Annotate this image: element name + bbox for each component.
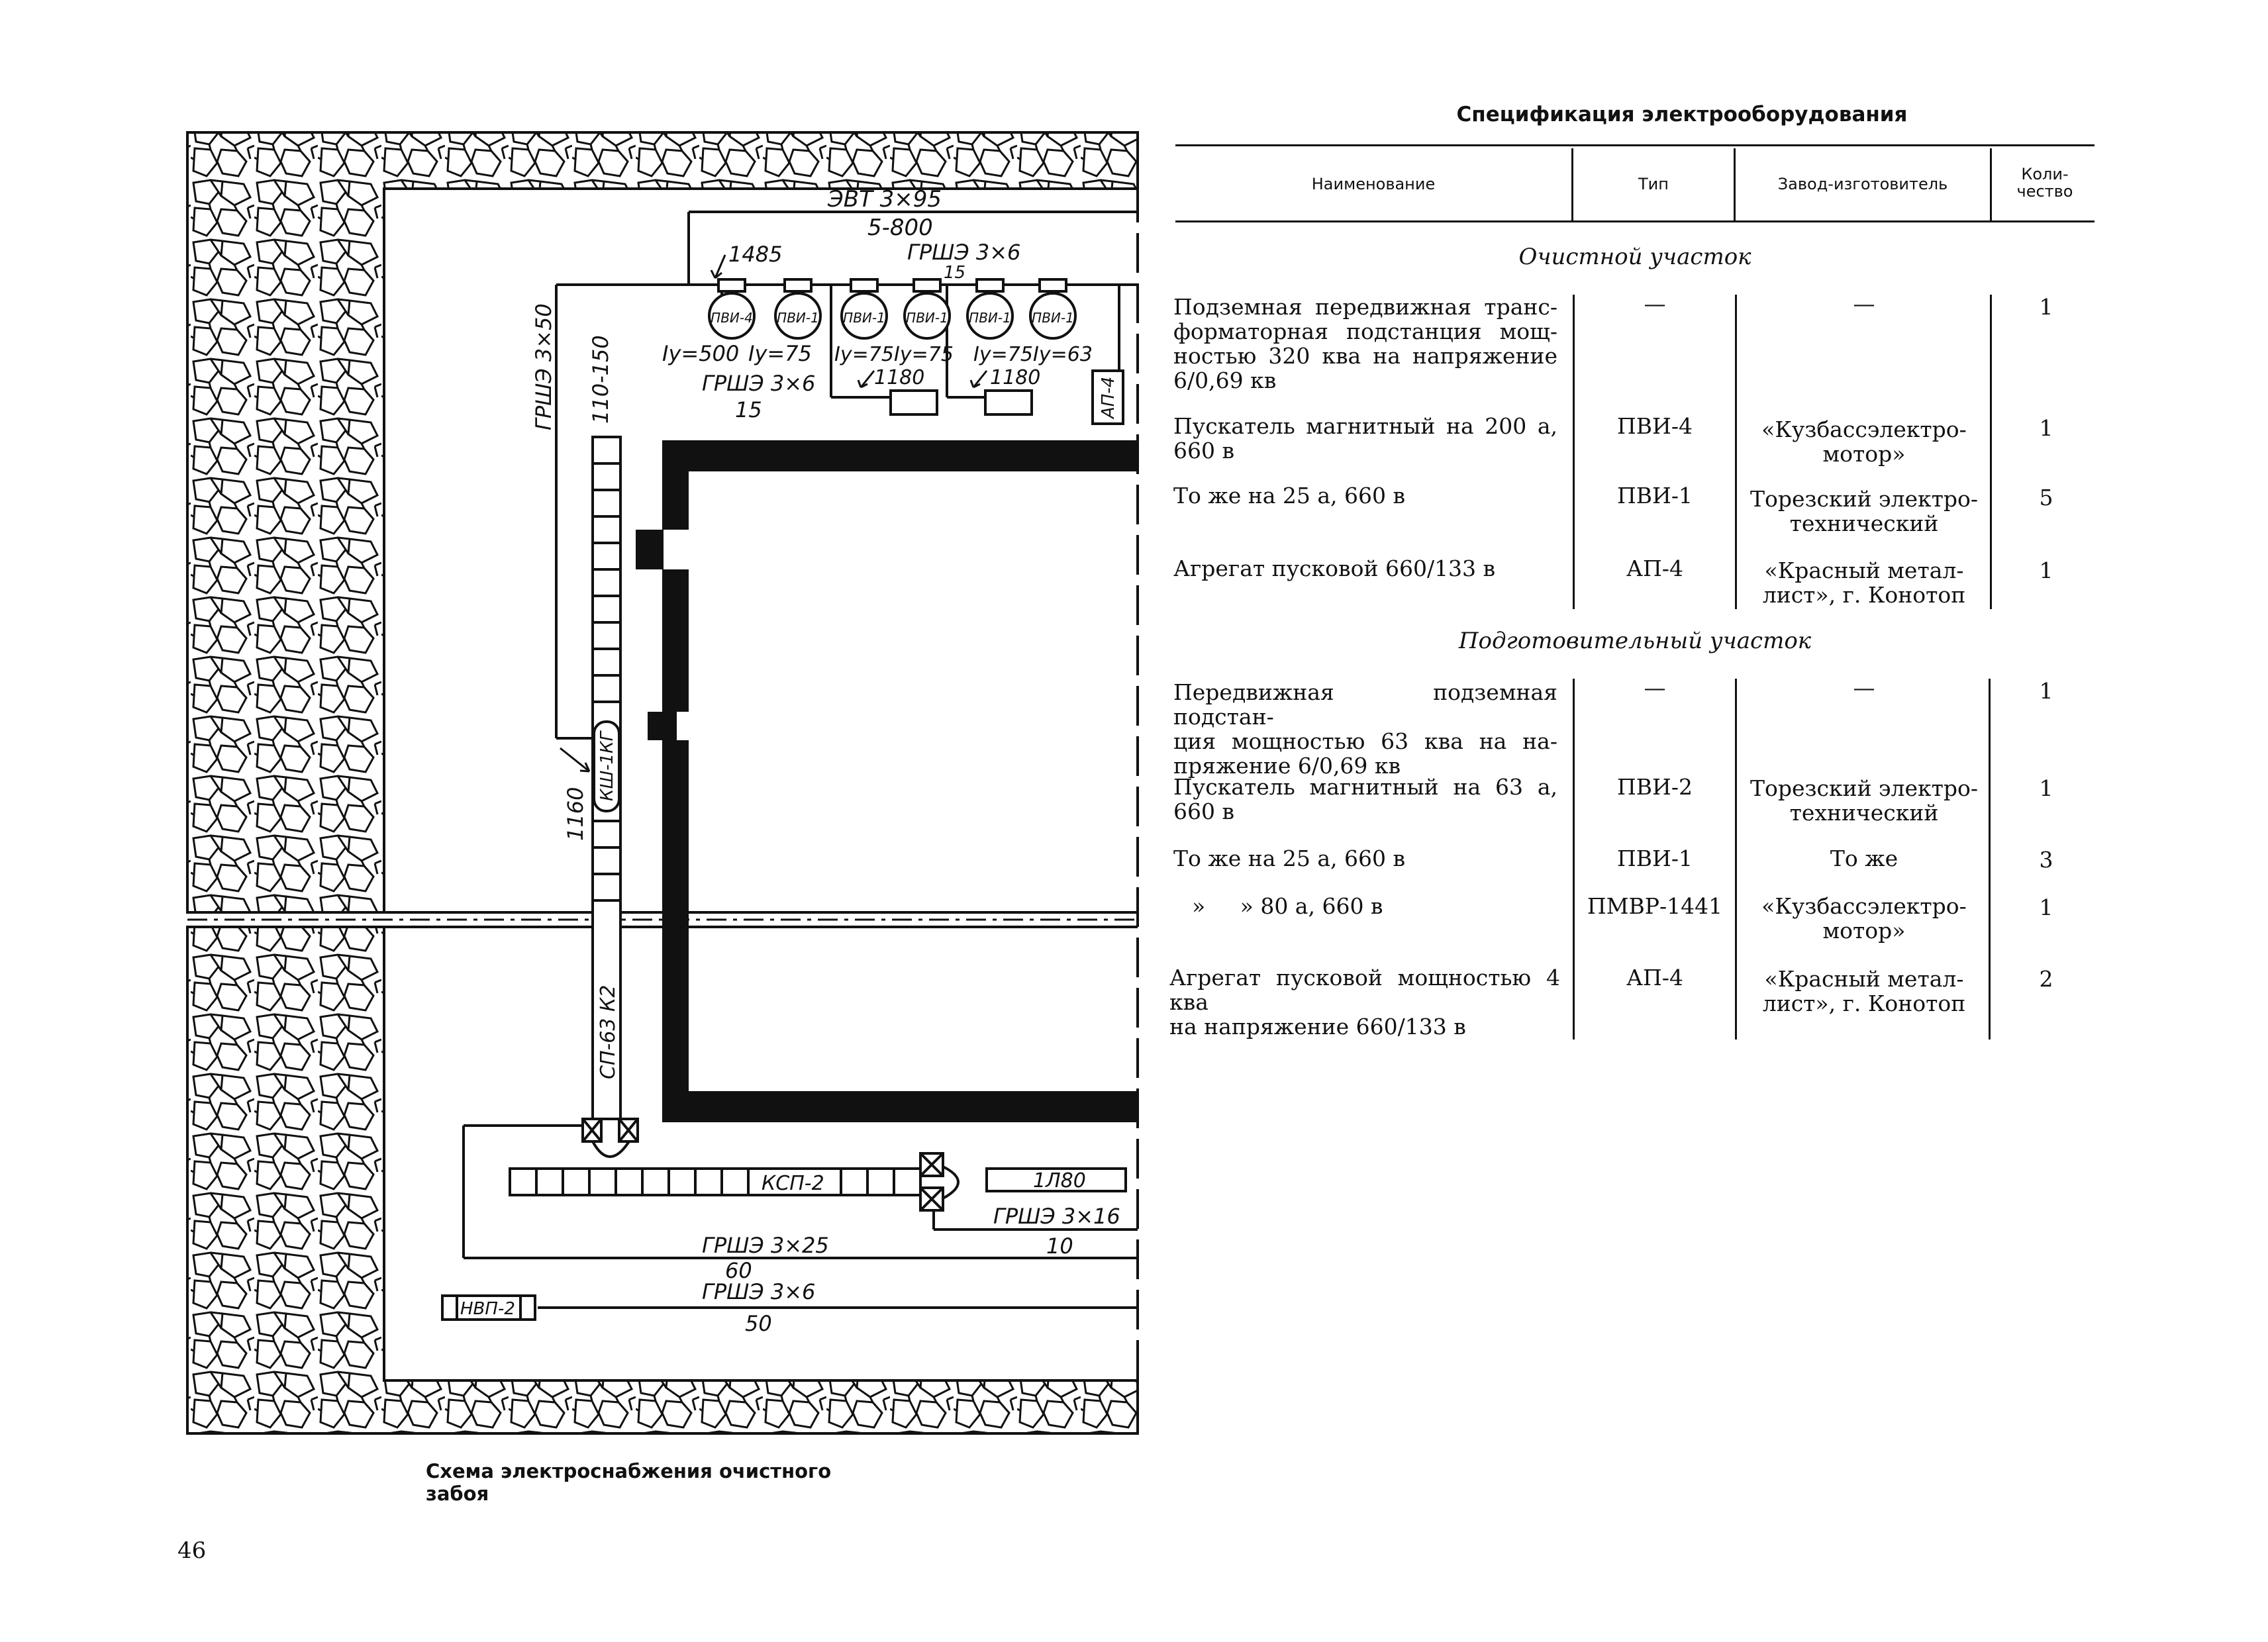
label-grsh-6b: ГРШЭ 3×6 xyxy=(702,1279,816,1304)
s1-row4-qty: 1 xyxy=(2039,557,2053,583)
label-grsh-mid-len: 15 xyxy=(735,397,762,422)
label-grsh-top-len: 15 xyxy=(944,263,966,283)
label-pvi1-d: ПВИ-1 xyxy=(969,310,1011,326)
label-conveyor: СП-63 К2 xyxy=(597,985,620,1079)
label-iu1: Iу=500 xyxy=(662,341,740,366)
s2-row3-type: ПВИ-1 xyxy=(1617,845,1693,871)
s1-row2-type: ПВИ-4 xyxy=(1617,413,1693,439)
s1-row1-type: — xyxy=(1644,291,1666,316)
s1-row1-maker: — xyxy=(1853,291,1875,316)
label-iu4: Iу=75 xyxy=(894,343,954,366)
s2-row2-name: Пускатель магнитный на 63 а, 660 в xyxy=(1173,774,1557,824)
section-title-preparatory: Подготовительный участок xyxy=(1458,628,1812,654)
s1-row3-name: То же на 25 а, 660 в xyxy=(1173,483,1406,508)
col-header-maker: Завод-изготовитель xyxy=(1777,175,1948,193)
s2-row3-maker: То же xyxy=(1830,845,1898,871)
label-len-10: 10 xyxy=(1046,1233,1073,1259)
s1-row4-name: Агрегат пусковой 660/133 в xyxy=(1173,555,1496,581)
s2-row4-maker: «Кузбассэлектро- мотор» xyxy=(1761,893,1967,943)
label-pvi1-a: ПВИ-1 xyxy=(777,310,819,326)
s2-row1-maker: — xyxy=(1853,675,1875,700)
label-len-left: 110-150 xyxy=(588,335,613,424)
label-grsh-top: ГРШЭ 3×6 xyxy=(907,240,1021,265)
label-ref-1485: 1485 xyxy=(728,242,783,267)
label-len-50: 50 xyxy=(745,1311,772,1336)
label-iu5: Iу=75 xyxy=(973,343,1033,366)
label-pvi4: ПВИ-4 xyxy=(711,310,753,326)
s1-row4-type: АП-4 xyxy=(1626,555,1683,581)
s2-row4-name: » » 80 а, 660 в xyxy=(1192,893,1383,919)
s2-row2-maker: Торезский электро- технический xyxy=(1750,775,1979,826)
s1-row2-qty: 1 xyxy=(2039,415,2053,441)
col-header-name: Наименование xyxy=(1311,175,1436,193)
diagram-caption: Схема электроснабжения очистного забоя xyxy=(426,1460,832,1505)
label-grsh-left: ГРШЭ 3×50 xyxy=(531,303,556,430)
table-header-rule xyxy=(1175,220,2095,222)
s1-row4-maker: «Красный метал- лист», г. Конотоп xyxy=(1762,557,1966,608)
label-iu3: Iу=75 xyxy=(834,343,894,366)
s2-row1-name: Передвижная подземная подстан- ция мощностью 63 ква на на- пряжение 6/0,69 кв xyxy=(1173,679,1557,779)
s2-row2-type: ПВИ-2 xyxy=(1617,774,1693,800)
label-iu2: Iу=75 xyxy=(748,341,812,366)
s2-row3-qty: 3 xyxy=(2039,847,2053,873)
table-top-rule xyxy=(1175,144,2095,146)
s1-row1-qty: 1 xyxy=(2039,294,2053,320)
label-len-60: 60 xyxy=(725,1258,752,1283)
s2-row5-qty: 2 xyxy=(2039,966,2053,992)
label-combine: КШ-1КГ xyxy=(597,731,617,801)
label-pvi1-e: ПВИ-1 xyxy=(1032,310,1074,326)
label-ref-1180b: 1180 xyxy=(990,366,1041,389)
label-pvi1-b: ПВИ-1 xyxy=(843,310,885,326)
s2-row1-type: — xyxy=(1644,675,1666,700)
s1-row3-maker: Торезский электро- технический xyxy=(1750,486,1979,536)
s1-row2-name: Пускатель магнитный на 200 а, 660 в xyxy=(1173,413,1557,463)
s2-row5-maker: «Красный метал- лист», г. Конотоп xyxy=(1762,966,1966,1016)
label-nvp: НВП-2 xyxy=(460,1299,515,1319)
label-ksp: КСП-2 xyxy=(762,1172,824,1195)
label-iu6: Iу=63 xyxy=(1033,343,1093,366)
s2-row1-qty: 1 xyxy=(2039,678,2053,704)
label-grsh-mid: ГРШЭ 3×6 xyxy=(702,371,816,396)
s2-row4-type: ПМВР-1441 xyxy=(1587,893,1723,919)
s1-row3-qty: 5 xyxy=(2039,485,2053,510)
label-ap4: АП-4 xyxy=(1099,376,1118,418)
s2-row2-qty: 1 xyxy=(2039,775,2053,801)
s2-row3-name: То же на 25 а, 660 в xyxy=(1173,845,1406,871)
section-title-cleaning: Очистной участок xyxy=(1518,244,1751,270)
label-ref-1180a: 1180 xyxy=(874,366,925,389)
s1-row3-type: ПВИ-1 xyxy=(1617,483,1693,508)
s2-row4-qty: 1 xyxy=(2039,894,2053,920)
label-l80: 1Л80 xyxy=(1033,1169,1086,1192)
label-ref-1160: 1160 xyxy=(563,787,588,841)
label-pvi1-c: ПВИ-1 xyxy=(906,310,948,326)
label-cable-top-len: 5-800 xyxy=(867,215,933,241)
spec-title: Спецификация электрооборудования xyxy=(1456,103,1908,126)
coal-face xyxy=(636,440,1138,1122)
s2-row5-name: Агрегат пусковой мощностью 4 ква на напряжение 660/133 в xyxy=(1169,965,1560,1039)
label-cable-top: ЭВТ 3×95 xyxy=(828,186,942,213)
s2-row5-type: АП-4 xyxy=(1626,965,1683,990)
page-number: 46 xyxy=(177,1537,207,1564)
label-grsh-16: ГРШЭ 3×16 xyxy=(993,1204,1120,1229)
label-grsh-25: ГРШЭ 3×25 xyxy=(702,1233,829,1258)
s1-row2-maker: «Кузбассэлектро- мотор» xyxy=(1761,416,1967,467)
s1-row1-name: Подземная передвижная транс- форматорная подстанция мощ- ностью 320 ква на напряжение 6/0,69 кв xyxy=(1173,294,1557,393)
diagram-labels xyxy=(460,186,1120,1336)
col-header-type: Тип xyxy=(1638,175,1669,193)
col-header-qty-1: Коли- xyxy=(2021,165,2069,183)
col-header-qty-2: чество xyxy=(2016,182,2073,201)
